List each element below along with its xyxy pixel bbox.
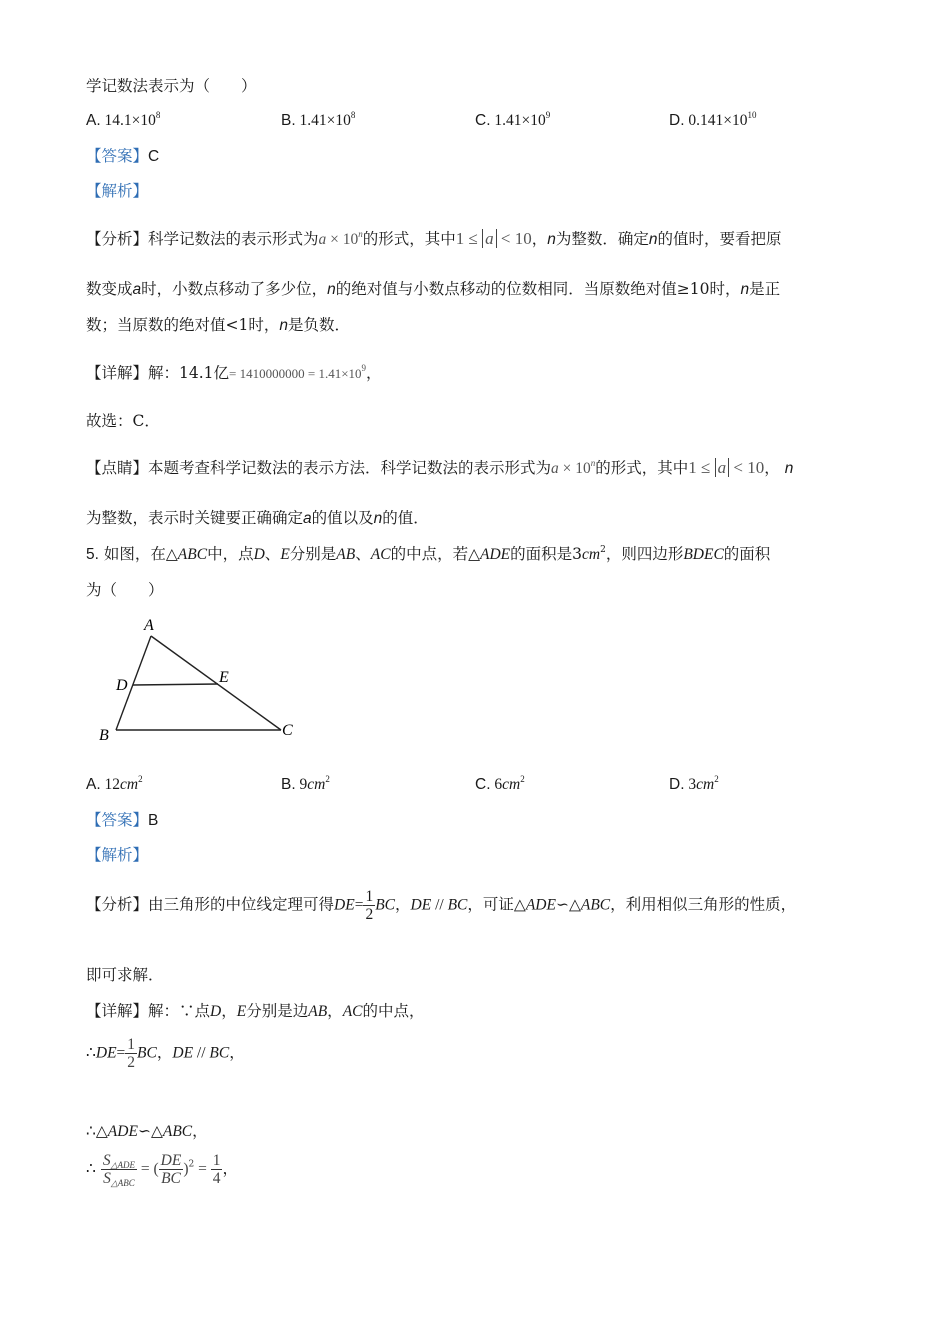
- label-c: C: [282, 722, 293, 739]
- q5-jiexi-tag: 【解析】: [86, 846, 149, 864]
- fraction-half: $\frac{1}{2}$: [365, 888, 374, 924]
- q5-xiangjie: 【详解】解：∵点D，E分别是边AB，AC的中点，: [86, 1002, 425, 1020]
- q5-step1: ∴DE= $\frac{1}{2}$ BC，DE // BC，: [86, 1036, 245, 1072]
- q5-fenxi-line2: 即可求解．: [86, 966, 164, 984]
- q4-answer: 【答案】C: [86, 147, 160, 165]
- midline-de: [133, 684, 218, 685]
- answer-tag: 【答案】: [86, 811, 149, 829]
- side-ratio-fraction: $\frac{DE}{BC}$: [160, 1152, 182, 1188]
- q4-fenxi-line2: 数变成a时，小数点移动了多少位，n的绝对值与小数点移动的位数相同．当原数绝对值≥10时，n是正: [86, 280, 781, 298]
- q5-stem-line1: 5. 如图，在△ABC中，点D、E分别是AB、AC的中点，若△ADE的面积是$3cm^2$，则四边形BDEC的面积: [86, 545, 771, 563]
- label-b: B: [99, 727, 109, 744]
- q5-option-b: B. $9cm^2$: [281, 774, 330, 793]
- q4-dianjing-line1: 【点睛】本题考查科学记数法的表示方法．科学记数法的表示形式为$a \times 10^n$的形式，其中1 ≤ a < 10， n: [86, 458, 794, 477]
- fraction-half-step: $\frac{1}{2}$: [127, 1036, 136, 1072]
- q5-answer: 【答案】B: [86, 811, 159, 829]
- triangle-figure: [96, 610, 306, 750]
- area-ratio-fraction: $\frac{S_{\triangle ADE}}{S_{\triangle ABC}}$: [102, 1152, 135, 1189]
- q4-stem-tail: 学记数法表示为（ ）: [86, 77, 257, 95]
- side-ac: [151, 636, 281, 730]
- q5-option-d: D. $3cm^2$: [669, 774, 719, 793]
- label-e: E: [219, 669, 229, 686]
- q4-option-c: C. $1.41\times 10^9$: [475, 110, 551, 129]
- q5-fenxi-line1: 【分析】由三角形的中位线定理可得DE= $\frac{1}{2}$ BC，DE // BC，可证△ADE∽△ABC，利用相似三角形的性质，: [86, 888, 797, 924]
- q4-dianjing-line2: 为整数，表示时关键要正确确定a的值以及n的值．: [86, 509, 429, 527]
- label-d: D: [116, 677, 128, 694]
- q5-step2: ∴△ADE∽△ABC，: [86, 1122, 208, 1140]
- answer-tag: 【答案】: [86, 147, 149, 165]
- quarter-fraction: $\frac{1}{4}$: [212, 1152, 221, 1188]
- label-a: A: [144, 617, 154, 634]
- q5-stem-line2: 为（ ）: [86, 581, 164, 599]
- q4-jiexi-tag: 【解析】: [86, 182, 149, 200]
- q4-option-d: D. $0.141\times 10^{10}$: [669, 110, 757, 129]
- q4-guxuan: 故选：C．: [86, 412, 160, 430]
- q4-fenxi-line1: 【分析】科学记数法的表示形式为$a \times 10^n$的形式，其中1 ≤ a < 10，n为整数．确定n的值时，要看把原: [86, 229, 782, 248]
- q5-option-a: A. $12cm^2$: [86, 774, 143, 793]
- q4-xiangjie: 【详解】解：14.1亿= $1410000000 = 1.41\times 10^9$，: [86, 363, 382, 382]
- q5-step3: ∴ $\frac{S_{\triangle ADE}}{S_{\triangle ABC}}$ = ( $\frac{DE}{BC}$ )$^2$ = $\frac{1}{4}$ ，: [86, 1152, 238, 1189]
- q4-option-b: B. $1.41\times 10^8$: [281, 110, 356, 129]
- q4-fenxi-line3: 数；当原数的绝对值<1时，n是负数．: [86, 316, 350, 334]
- q5-option-c: C. $6cm^2$: [475, 774, 525, 793]
- q4-option-a: A. $14.1\times 10^8$: [86, 110, 161, 129]
